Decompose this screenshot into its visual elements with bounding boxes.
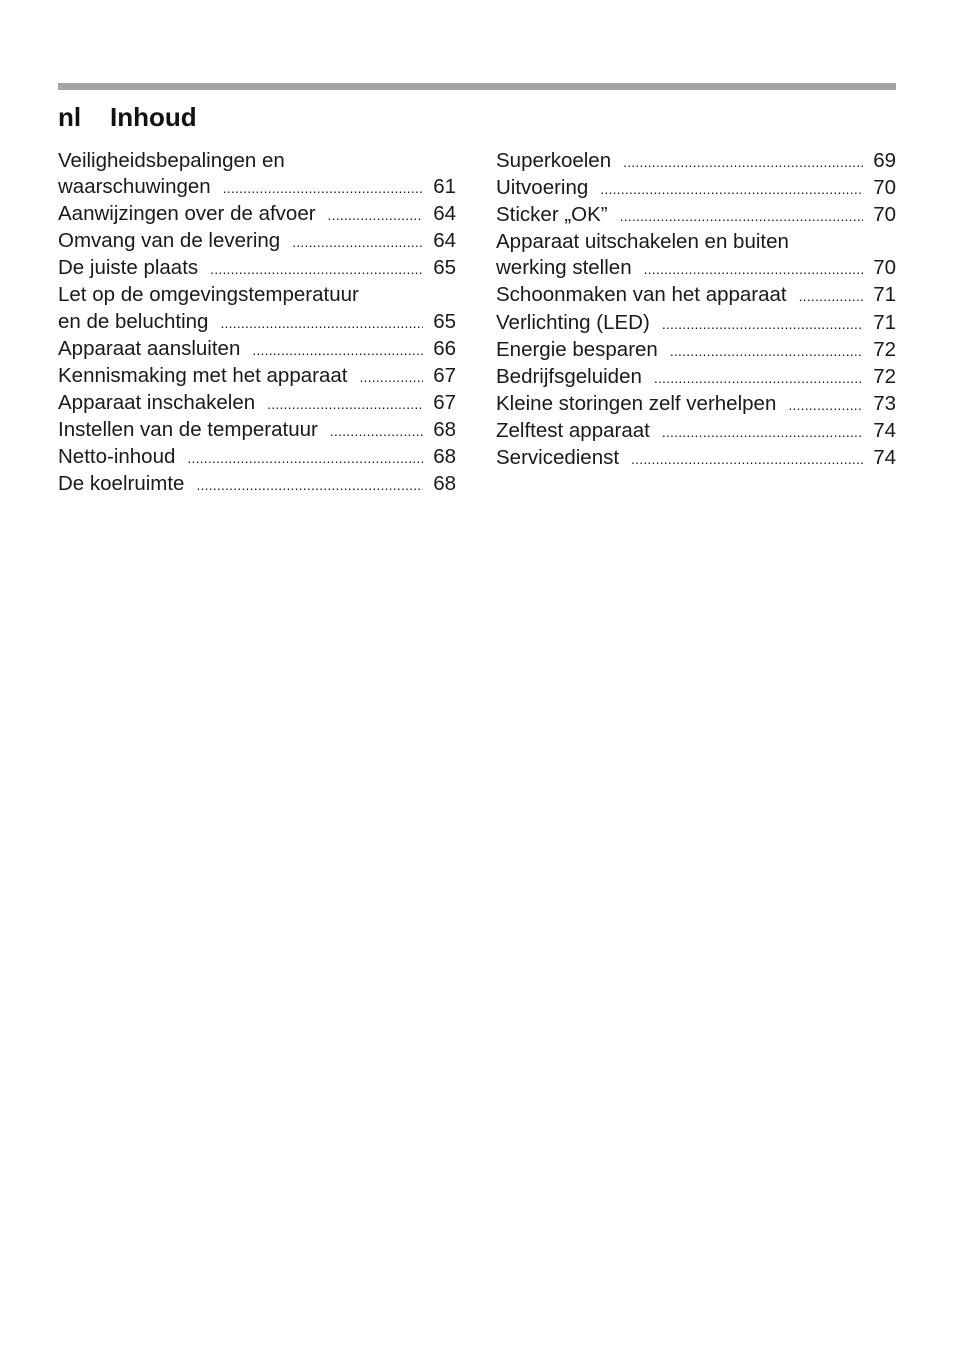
dot-leader xyxy=(654,365,863,391)
toc-right-column xyxy=(496,148,896,472)
toc-entry-title: Apparaat aansluiten xyxy=(58,336,241,360)
dot-leader xyxy=(644,256,864,282)
toc-entry-title: en de beluchting xyxy=(58,309,209,333)
toc-entry-page: 72 xyxy=(873,364,896,388)
toc-entry-page: 70 xyxy=(873,176,896,200)
dot-leader xyxy=(623,149,863,175)
dot-leader xyxy=(330,418,423,444)
dot-leader xyxy=(799,283,864,309)
toc-entry-troubleshooting[interactable] xyxy=(496,391,896,418)
toc-entry-page: 72 xyxy=(873,337,896,361)
toc-entry-page: 68 xyxy=(433,417,456,441)
dot-leader xyxy=(631,446,863,472)
dot-leader xyxy=(292,229,423,255)
toc-entry-page: 66 xyxy=(433,336,456,360)
toc-entry-page: 69 xyxy=(873,149,896,172)
toc-entry-switching-on[interactable] xyxy=(58,390,456,417)
toc-entry-switching-off[interactable] xyxy=(496,229,896,282)
toc-entry-title: Instellen van de temperatuur xyxy=(58,417,318,441)
toc-entry-title: Netto-inhoud xyxy=(58,445,176,469)
dot-leader xyxy=(267,391,423,417)
toc-entry-energy-saving[interactable] xyxy=(496,337,896,364)
dot-leader xyxy=(662,419,863,445)
toc-entry-title: Servicedienst xyxy=(496,446,620,470)
toc-entry-title: Energie besparen xyxy=(496,337,658,361)
toc-entry-title: De koelruimte xyxy=(58,472,185,496)
toc-left-column xyxy=(58,148,456,498)
toc-entry-page: 74 xyxy=(873,418,896,442)
toc-entry-page: 67 xyxy=(433,390,456,414)
toc-entry-page: 65 xyxy=(433,309,456,333)
dot-leader xyxy=(220,310,423,336)
toc-entry-super-cooling[interactable] xyxy=(496,148,896,175)
toc-entry-title: Superkoelen xyxy=(496,149,612,172)
toc-entry-page: 64 xyxy=(433,202,456,226)
toc-entry-title: Bedrijfsgeluiden xyxy=(496,364,642,388)
dot-leader xyxy=(620,203,864,229)
toc-entry-page: 74 xyxy=(873,446,896,470)
toc-entry-title: Schoonmaken van het apparaat xyxy=(496,283,787,307)
dot-leader xyxy=(359,364,423,390)
toc-entry-safety[interactable] xyxy=(58,148,456,201)
toc-entry-page: 67 xyxy=(433,363,456,387)
toc-entry-page: 68 xyxy=(433,445,456,469)
toc-entry-title: Zelftest apparaat xyxy=(496,418,650,442)
toc-entry-location[interactable] xyxy=(58,255,456,282)
toc-entry-ok-sticker[interactable] xyxy=(496,202,896,229)
toc-entry-page: 64 xyxy=(433,229,456,253)
toc-entry-net-capacity[interactable] xyxy=(58,444,456,471)
dot-leader xyxy=(600,176,863,202)
toc-entry-delivery[interactable] xyxy=(58,228,456,255)
toc-entry-title: Sticker „OK” xyxy=(496,203,608,227)
dot-leader xyxy=(210,256,423,282)
toc-entry-title-line: Veiligheidsbepalingen en xyxy=(58,149,285,172)
toc-entry-title: werking stellen xyxy=(496,256,632,280)
dot-leader xyxy=(788,392,863,418)
dot-leader xyxy=(328,202,424,228)
toc-entry-page: 73 xyxy=(873,391,896,415)
toc-entry-title: Apparaat inschakelen xyxy=(58,390,256,414)
toc-entry-title: De juiste plaats xyxy=(58,256,199,280)
dot-leader xyxy=(196,472,423,498)
toc-entry-title: Kennismaking met het apparaat xyxy=(58,363,348,387)
toc-entry-title: Kleine storingen zelf verhelpen xyxy=(496,391,777,415)
dot-leader xyxy=(187,445,423,471)
toc-entry-page: 70 xyxy=(873,203,896,227)
toc-entry-lighting[interactable] xyxy=(496,310,896,337)
toc-entry-page: 70 xyxy=(873,256,896,280)
toc-entry-title: waarschuwingen xyxy=(58,175,211,199)
toc-entry-title: Uitvoering xyxy=(496,176,589,200)
dot-leader xyxy=(252,337,423,363)
toc-entry-page: 71 xyxy=(873,283,896,307)
top-rule xyxy=(58,83,896,90)
toc-entry-title-line: Apparaat uitschakelen en buiten xyxy=(496,230,789,254)
toc-entry-self-test[interactable] xyxy=(496,418,896,445)
toc-entry-page: 65 xyxy=(433,256,456,280)
toc-entry-temperature-setting[interactable] xyxy=(58,417,456,444)
dot-leader xyxy=(223,175,423,201)
toc-entry-page: 68 xyxy=(433,472,456,496)
dot-leader xyxy=(670,338,863,364)
page-title: Inhoud xyxy=(110,102,197,132)
toc-entry-title: Aanwijzingen over de afvoer xyxy=(58,202,316,226)
toc-entry-page: 61 xyxy=(433,175,456,199)
toc-entry-cleaning[interactable] xyxy=(496,282,896,309)
toc-entry-title-line: Let op de omgevingstemperatuur xyxy=(58,283,359,307)
language-code: nl xyxy=(58,102,82,132)
toc-entry-title: Omvang van de levering xyxy=(58,229,281,253)
dot-leader xyxy=(662,311,863,337)
toc-entry-ambient-temperature[interactable] xyxy=(58,282,456,335)
toc-entry-page: 71 xyxy=(873,310,896,334)
toc-entry-disposal[interactable] xyxy=(58,201,456,228)
toc-entry-getting-to-know[interactable] xyxy=(58,363,456,390)
page-heading xyxy=(58,100,197,134)
toc-entry-features[interactable] xyxy=(496,175,896,202)
toc-entry-connecting[interactable] xyxy=(58,336,456,363)
toc-entry-operating-noises[interactable] xyxy=(496,364,896,391)
toc-entry-cooling-compartment[interactable] xyxy=(58,471,456,498)
toc-entry-title: Verlichting (LED) xyxy=(496,310,650,334)
toc-entry-customer-service[interactable] xyxy=(496,445,896,472)
